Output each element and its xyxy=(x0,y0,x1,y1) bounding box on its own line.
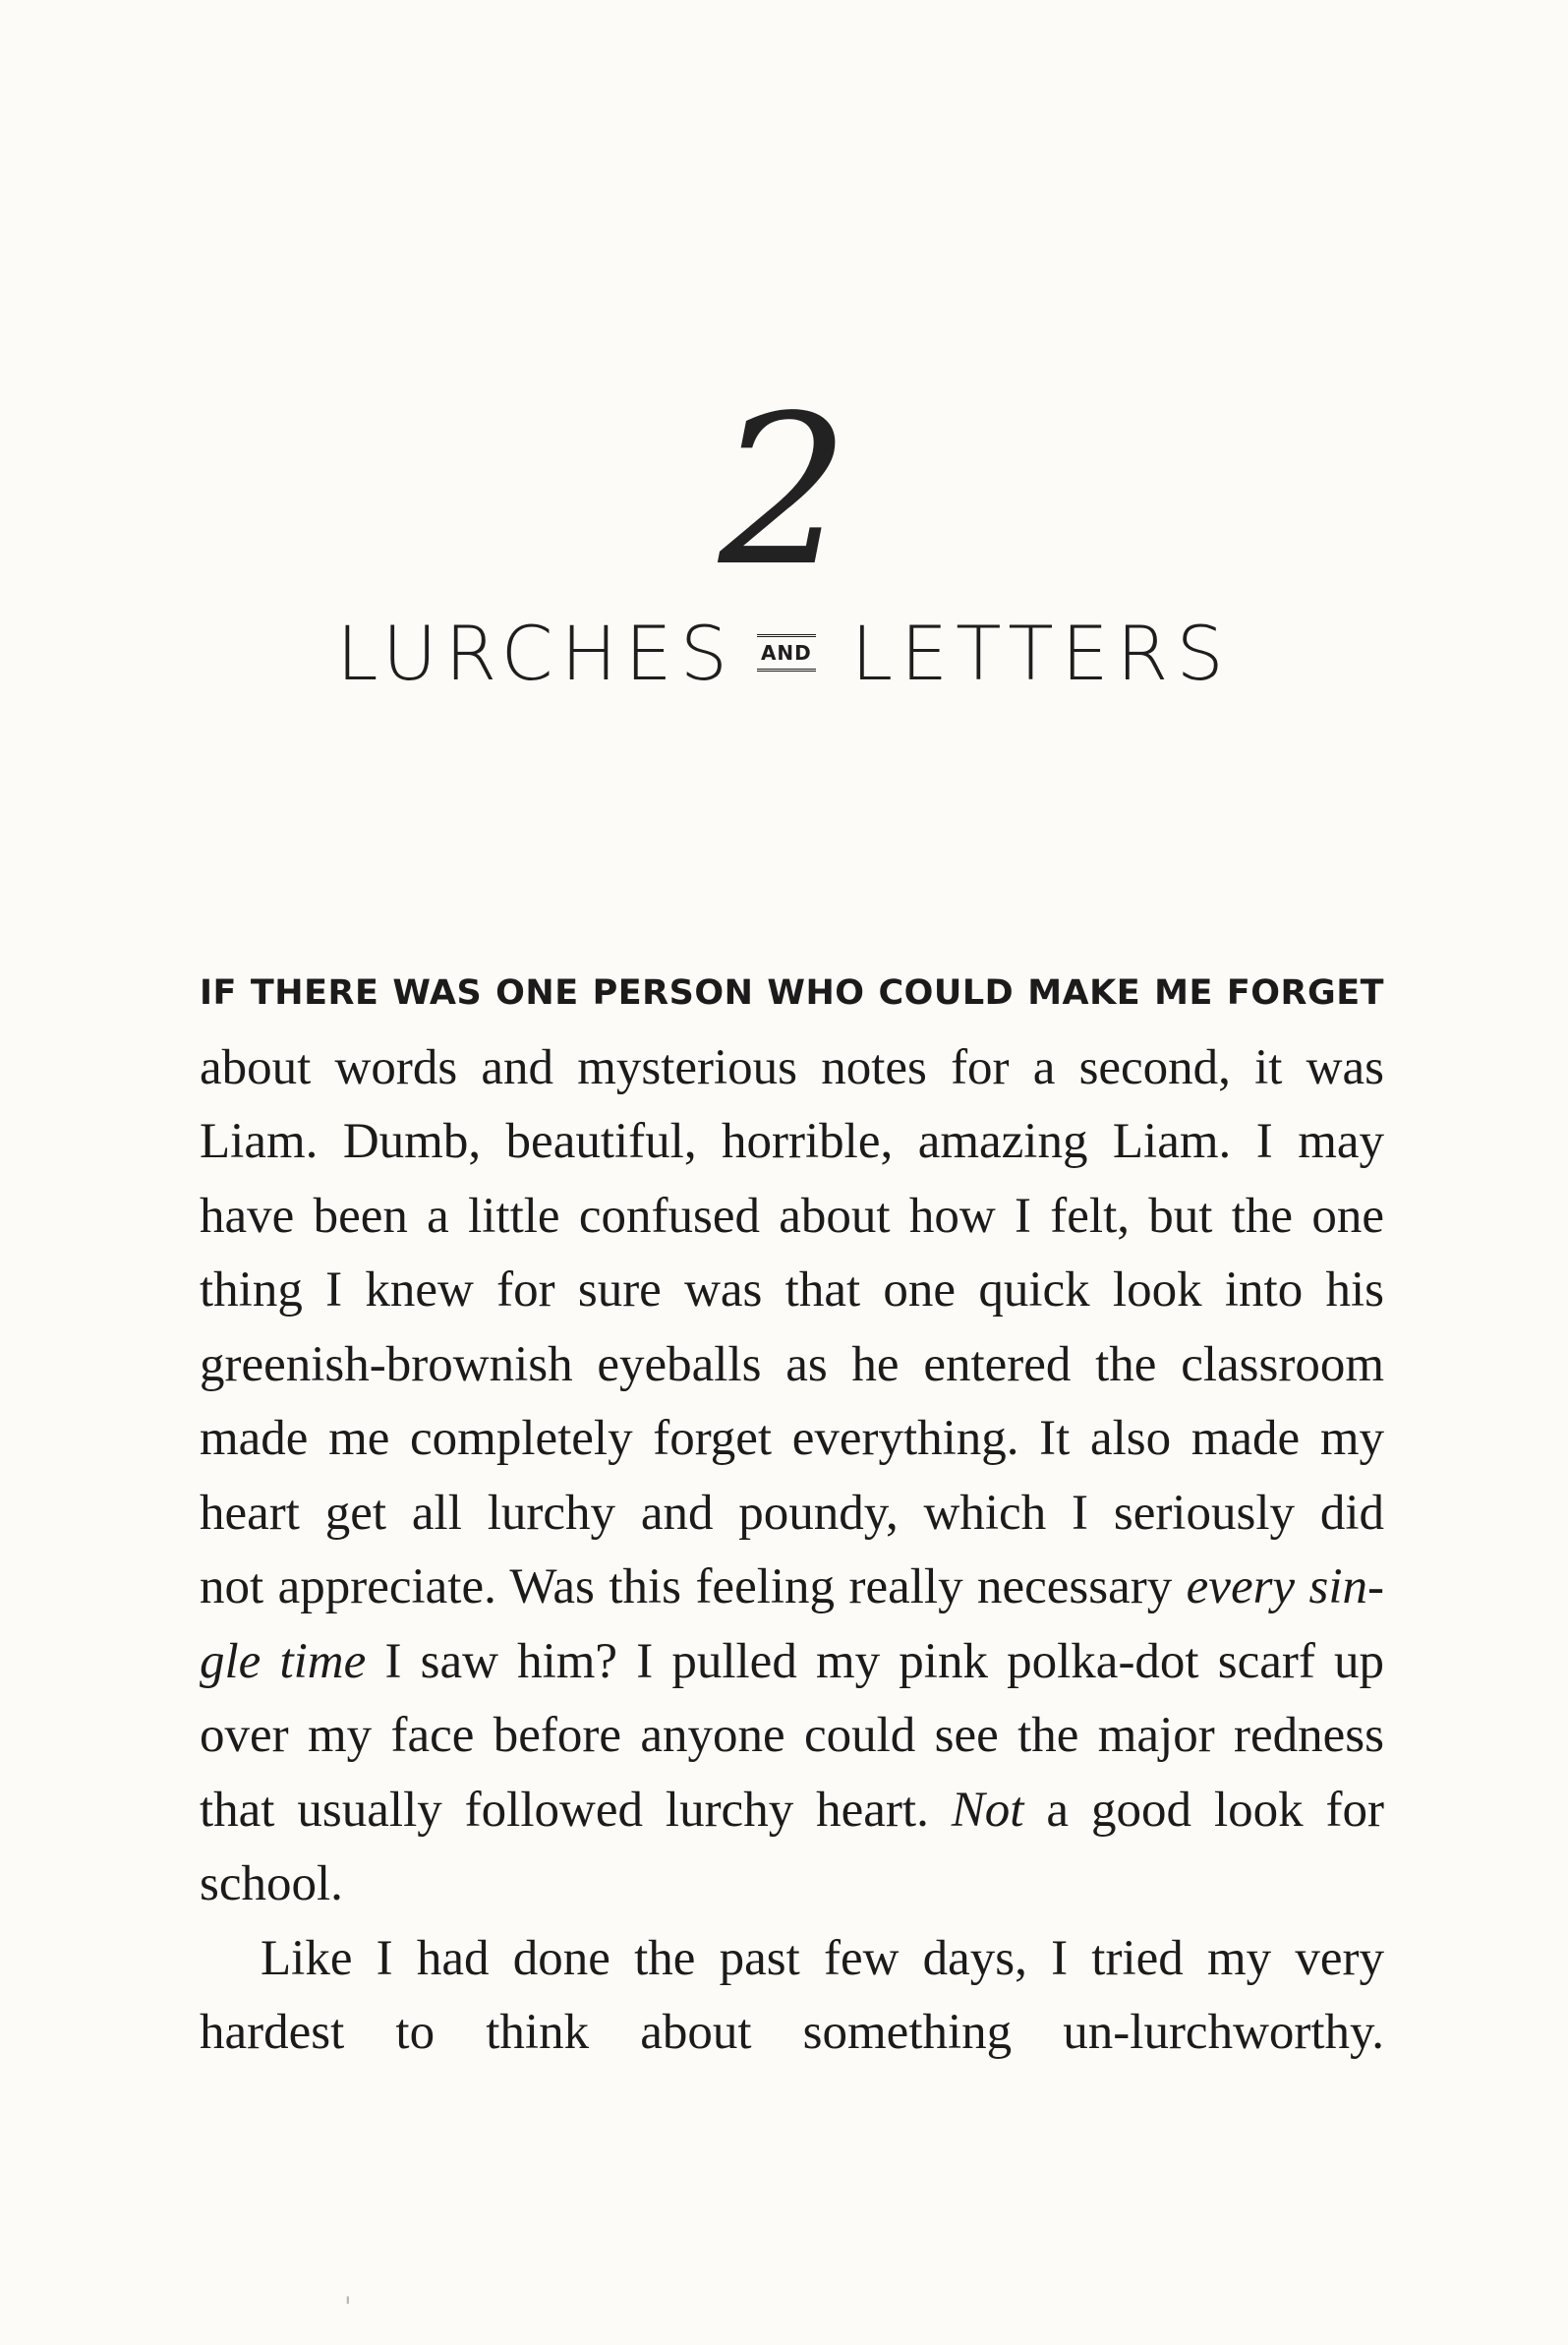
text-line: over my face before anyone could see the major redness xyxy=(200,1708,1384,1763)
text-line: made me completely forget everything. It also made my xyxy=(200,1411,1384,1466)
italic-emphasis: every sin- xyxy=(1186,1559,1384,1614)
chapter-body-text xyxy=(200,957,1384,2071)
text-line: heart get all lurchy and poundy, which I seriously did xyxy=(200,1485,1384,1541)
text-line xyxy=(200,1551,1384,1625)
text-line: have been a little confused about how I felt, but the one xyxy=(200,1188,1384,1244)
text-line: school. xyxy=(200,1856,343,1911)
text-line: Like I had done the past few days, I tried my very xyxy=(261,1930,1384,1986)
chapter-title xyxy=(0,610,1568,698)
text-line: greenish-brownish eyeballs as he entered the classroom xyxy=(200,1336,1384,1392)
text-line xyxy=(200,1625,1384,1700)
text-line xyxy=(200,1774,1384,1848)
text-segment: a good look for xyxy=(1046,1782,1385,1838)
chapter-title-first-word: LURCHES xyxy=(336,610,735,697)
chapter-title-and-ornament: AND xyxy=(757,634,816,672)
text-line: thing I knew for sure was that one quick look into his xyxy=(200,1262,1384,1318)
scan-speck: ' xyxy=(344,2291,352,2323)
chapter-title-second-word: LETTERS xyxy=(850,610,1232,697)
chapter-number: 2 xyxy=(718,371,850,612)
text-segment: I saw him? I pulled my pink polka-dot scarf up xyxy=(384,1633,1384,1689)
italic-emphasis: Not xyxy=(951,1782,1024,1838)
text-line: Liam. Dumb, beautiful, horrible, amazing Liam. I may xyxy=(200,1114,1384,1169)
text-segment: not appreciate. Was this feeling really necessary xyxy=(200,1559,1173,1614)
text-segment: that usually followed lurchy heart. xyxy=(200,1782,929,1838)
text-line: about words and mysterious notes for a second, it was xyxy=(200,1039,1384,1095)
italic-emphasis: gle time xyxy=(200,1633,367,1689)
text-line: hardest to think about something un-lurchworthy. xyxy=(200,2005,1384,2060)
lead-in-line: IF THERE WAS ONE PERSON WHO COULD MAKE ME FORGET xyxy=(200,973,1384,1013)
